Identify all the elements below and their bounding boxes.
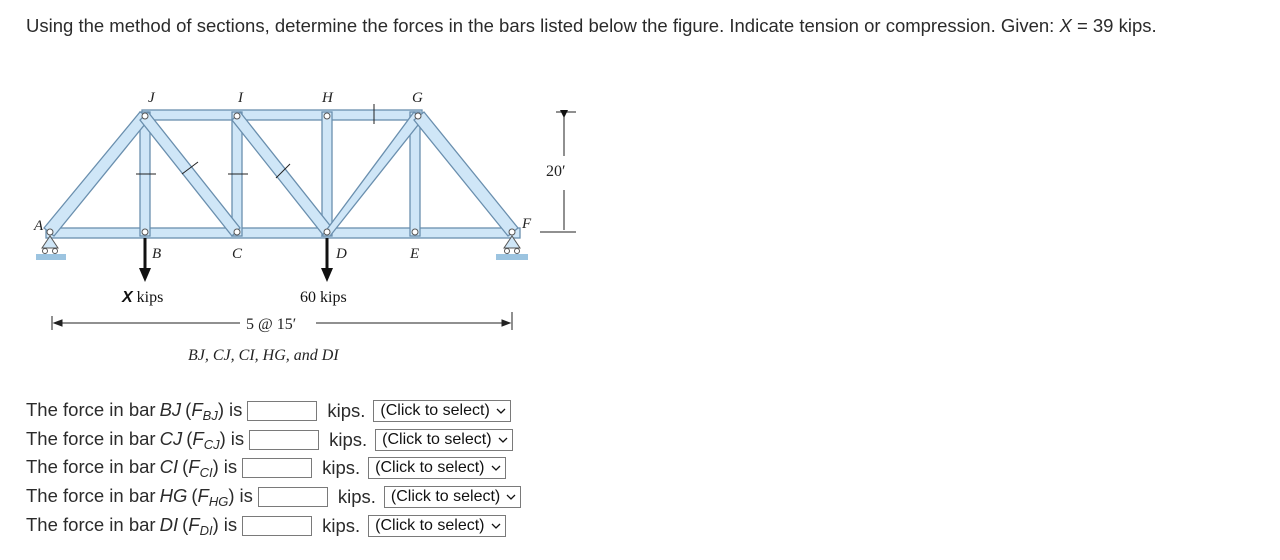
select-value: (Click to select) <box>382 431 492 448</box>
height-dimension-label: 20′ <box>546 163 566 180</box>
span-dimension-label: 5 @ 15′ <box>246 316 297 333</box>
answer-row-di <box>26 513 506 539</box>
load-left-label: X kips <box>122 289 164 306</box>
joint-label-J: J <box>148 90 155 106</box>
force-answer-input[interactable] <box>242 458 312 478</box>
answer-suffix: is <box>223 456 238 477</box>
answer-suffix: is <box>223 514 238 535</box>
tension-compression-select[interactable] <box>368 457 505 479</box>
joint-label-C: C <box>232 246 243 262</box>
force-symbol: $F_{CJ}$ <box>192 428 220 452</box>
units-label: kips. <box>327 400 366 421</box>
roller-support-left-icon <box>36 236 66 260</box>
select-value: (Click to select) <box>375 517 485 534</box>
select-value: (Click to select) <box>375 459 485 476</box>
joint-label-H: H <box>322 90 333 106</box>
force-symbol-close: ) <box>212 514 219 535</box>
question-text: Using the method of sections, determine the forces in the bars listed below the figure. Indicate tension or compression. Given: <box>26 15 1060 36</box>
force-answer-input[interactable] <box>258 487 328 507</box>
force-symbol: $F_{BJ}$ <box>191 399 218 423</box>
answer-suffix: is <box>230 428 245 449</box>
answer-prefix: The force in bar <box>26 428 156 449</box>
chevron-down-icon <box>491 521 501 531</box>
bar-name: BJ <box>159 399 182 420</box>
chevron-down-icon <box>496 406 506 416</box>
question-variable: X <box>1059 15 1072 36</box>
force-symbol-close: ) <box>212 456 219 477</box>
answer-row-cj <box>26 427 513 453</box>
question-unit: kips. <box>1118 15 1157 36</box>
bar-name: CJ <box>159 428 183 449</box>
bar-name: DI <box>159 514 179 535</box>
force-symbol-open: ( <box>186 428 193 449</box>
force-symbol-open: ( <box>182 456 189 477</box>
question-equals: = 39 <box>1071 15 1114 36</box>
chevron-down-icon <box>498 435 508 445</box>
answer-suffix: is <box>239 485 253 506</box>
select-value: (Click to select) <box>380 402 490 419</box>
units-label: kips. <box>329 429 368 450</box>
tension-compression-select[interactable] <box>368 515 505 537</box>
force-symbol-close: ) <box>228 485 235 506</box>
tension-compression-select[interactable] <box>373 400 510 422</box>
load-right-label: 60 kips <box>300 289 347 306</box>
bar-name: CI <box>159 456 179 477</box>
answer-label <box>26 399 242 423</box>
answer-label <box>26 514 237 538</box>
answer-suffix: is <box>229 399 243 420</box>
tension-compression-select[interactable] <box>375 429 512 451</box>
force-symbol-close: ) <box>217 399 224 420</box>
answer-row-ci <box>26 455 506 481</box>
force-symbol: $F_{HG}$ <box>197 485 229 509</box>
force-symbol: $F_{DI}$ <box>188 514 213 538</box>
tension-compression-select[interactable] <box>384 486 521 508</box>
answer-row-bj <box>26 398 511 424</box>
force-answer-input[interactable] <box>249 430 319 450</box>
force-answer-input[interactable] <box>247 401 317 421</box>
answer-label <box>26 428 244 452</box>
force-symbol-open: ( <box>191 485 198 506</box>
force-symbol-open: ( <box>182 514 189 535</box>
joint-label-I: I <box>238 90 243 106</box>
joint-label-A: A <box>34 218 44 234</box>
chevron-down-icon <box>491 463 501 473</box>
select-value: (Click to select) <box>390 488 501 505</box>
answer-prefix: The force in bar <box>26 456 156 477</box>
answer-row-hg <box>26 484 521 510</box>
answer-label <box>26 456 237 480</box>
joint-label-D: D <box>336 246 347 262</box>
bar-name: HG <box>159 485 188 506</box>
force-symbol: $F_{CI}$ <box>188 456 213 480</box>
answer-prefix: The force in bar <box>26 514 156 535</box>
answer-prefix: The force in bar <box>26 399 156 420</box>
chevron-down-icon <box>506 492 516 502</box>
units-label: kips. <box>337 486 376 507</box>
force-answer-input[interactable] <box>242 516 312 536</box>
joint-label-B: B <box>152 246 162 262</box>
force-symbol-open: ( <box>185 399 192 420</box>
units-label: kips. <box>322 457 361 478</box>
bars-listed-caption: BJ, CJ, CI, HG, and DI <box>188 347 339 364</box>
joint-label-G: G <box>412 90 423 106</box>
truss-figure <box>0 0 640 380</box>
joint-label-E: E <box>410 246 420 262</box>
answer-prefix: The force in bar <box>26 485 156 506</box>
roller-support-right-icon <box>496 236 528 260</box>
answer-label <box>26 485 253 509</box>
force-symbol-close: ) <box>219 428 226 449</box>
truss-members <box>44 110 520 238</box>
joint-label-F: F <box>522 216 532 232</box>
units-label: kips. <box>322 515 361 536</box>
